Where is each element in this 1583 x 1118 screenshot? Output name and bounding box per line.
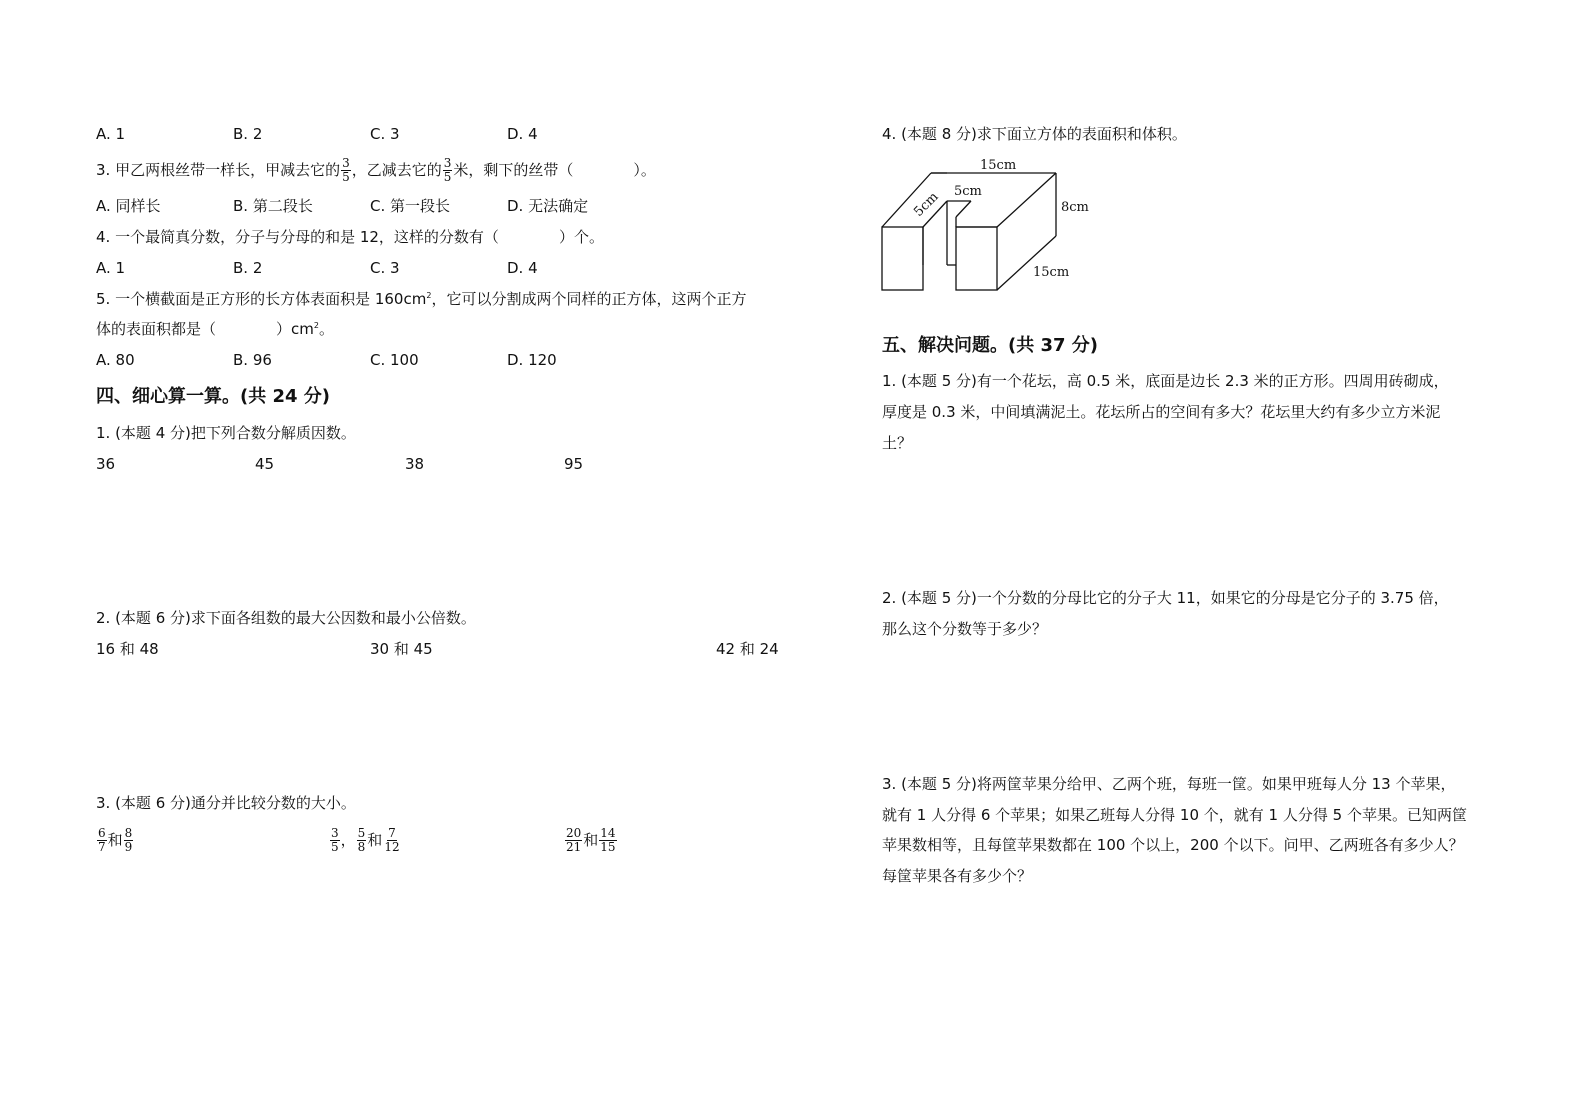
right-block-front <box>956 227 997 290</box>
option-c: C. 第一段长 <box>370 197 451 215</box>
and-text: 和 <box>583 831 599 849</box>
number-item: 38 <box>405 455 425 473</box>
fraction-numerator: 20 <box>566 826 582 840</box>
left-block-front <box>882 227 923 290</box>
option-b: B. 2 <box>233 259 263 277</box>
number-item: 36 <box>96 455 116 473</box>
r-question-4: 4. (本题 8 分)求下面立方体的表面积和体积。 <box>882 125 1187 143</box>
q5-text: ，它可以分割成两个同样的正方体，这两个正方 <box>431 290 747 308</box>
s5-q3-line: 就有 1 人分得 6 个苹果；如果乙班每人分得 10 个，就有 1 人分得 5 个苹果。已知两筐 <box>882 806 1467 824</box>
fraction <box>124 827 134 854</box>
s5-q2-line: 2. (本题 5 分)一个分数的分母比它的分子大 11，如果它的分母是它分子的 3.75 倍， <box>882 589 1449 607</box>
fraction <box>443 157 453 184</box>
q5-text: 5. 一个横截面是正方形的长方体表面积是 160cm <box>96 290 427 308</box>
question-3 <box>96 153 656 187</box>
q3-text-after: 米，剩下的丝带（ ）。 <box>453 161 656 179</box>
notch-diag <box>956 201 971 217</box>
fraction-denominator: 12 <box>384 840 400 854</box>
s5-q1-line: 土？ <box>882 434 913 452</box>
number-item: 95 <box>564 455 584 473</box>
option-a: A. 80 <box>96 351 135 369</box>
option-b: B. 第二段长 <box>233 197 313 215</box>
section-4-title: 四、细心算一算。(共 24 分) <box>96 386 331 407</box>
fraction <box>341 157 351 184</box>
right-top-edge <box>997 173 1056 227</box>
option-a: A. 1 <box>96 259 126 277</box>
fraction-numerator: 6 <box>98 826 106 840</box>
q3-text-before: 3. 甲乙两根丝带一样长，甲减去它的 <box>96 161 341 179</box>
fraction-numerator: 14 <box>600 826 616 840</box>
question-4: 4. 一个最简真分数，分子与分母的和是 12，这样的分数有（ ）个。 <box>96 228 604 246</box>
fraction <box>97 827 107 854</box>
right-bottom-edge <box>997 236 1056 290</box>
label-inner-width: 5cm <box>954 184 982 199</box>
s5-q3-line: 苹果数相等，且每筐苹果数都在 100 个以上，200 个以下。问甲、乙两班各有多少人？ <box>882 836 1464 854</box>
comma-text: ， <box>340 831 356 849</box>
question-5-line-2 <box>96 319 334 339</box>
q5-text: 体的表面积都是（ ）cm <box>96 320 314 338</box>
superscript: 2 <box>313 321 319 330</box>
label-depth: 15cm <box>1033 265 1070 280</box>
and-text: 和 <box>107 831 123 849</box>
fraction-group-2 <box>329 822 402 858</box>
fraction-denominator: 15 <box>600 840 616 854</box>
option-b: B. 96 <box>233 351 272 369</box>
u-shaped-solid-figure <box>875 155 1105 300</box>
fraction-numerator: 3 <box>342 156 350 170</box>
fraction <box>599 827 616 854</box>
option-c: C. 3 <box>370 259 400 277</box>
s5-q1-line: 1. (本题 5 分)有一个花坛，高 0.5 米，底面是边长 2.3 米的正方形。四周用砖砌成， <box>882 372 1449 390</box>
fraction <box>357 827 367 854</box>
option-d: D. 无法确定 <box>507 197 589 215</box>
superscript: 2 <box>426 291 432 300</box>
question-5-line-1 <box>96 289 746 309</box>
q5-text: 。 <box>318 320 334 338</box>
q3-text-mid: ，乙减去它的 <box>351 161 442 179</box>
section-5-title: 五、解决问题。(共 37 分) <box>882 335 1099 356</box>
s5-q1-line: 厚度是 0.3 米，中间填满泥土。花坛所占的空间有多大？花坛里大约有多少立方米泥 <box>882 403 1441 421</box>
fraction-numerator: 7 <box>388 826 396 840</box>
fraction <box>383 827 400 854</box>
fraction-denominator: 8 <box>357 840 366 854</box>
fraction-numerator: 3 <box>331 826 339 840</box>
number-pair: 16 和 48 <box>96 640 159 658</box>
s5-q2-line: 那么这个分数等于多少？ <box>882 620 1048 638</box>
option-d: D. 4 <box>507 259 538 277</box>
fraction-numerator: 5 <box>357 826 366 840</box>
fraction-denominator: 9 <box>124 840 133 854</box>
option-d: D. 120 <box>507 351 557 369</box>
option-c: C. 100 <box>370 351 419 369</box>
label-height: 8cm <box>1061 200 1089 215</box>
fraction-denominator: 5 <box>342 170 350 184</box>
fraction-numerator: 3 <box>443 156 452 170</box>
option-c: C. 3 <box>370 125 400 143</box>
option-a: A. 同样长 <box>96 197 161 215</box>
fraction-denominator: 5 <box>443 170 452 184</box>
s4-question-2: 2. (本题 6 分)求下面各组数的最大公因数和最小公倍数。 <box>96 609 476 627</box>
fraction-group-1 <box>96 822 134 858</box>
number-pair: 30 和 45 <box>370 640 433 658</box>
s4-question-3: 3. (本题 6 分)通分并比较分数的大小。 <box>96 794 356 812</box>
s5-q3-line: 3. (本题 5 分)将两筐苹果分给甲、乙两个班，每班一筐。如果甲班每人分 13 个苹果， <box>882 775 1456 793</box>
and-text: 和 <box>367 831 383 849</box>
fraction <box>565 827 582 854</box>
s5-q3-line: 每筐苹果各有多少个？ <box>882 867 1033 885</box>
fraction-numerator: 8 <box>124 826 133 840</box>
option-b: B. 2 <box>233 125 263 143</box>
label-side-width: 5cm <box>911 189 942 220</box>
fraction <box>330 827 340 854</box>
label-top-length: 15cm <box>980 158 1017 173</box>
option-d: D. 4 <box>507 125 538 143</box>
s4-question-1: 1. (本题 4 分)把下列合数分解质因数。 <box>96 424 356 442</box>
fraction-denominator: 5 <box>331 840 339 854</box>
fraction-denominator: 7 <box>98 840 106 854</box>
fraction-group-3 <box>564 822 618 858</box>
number-item: 45 <box>255 455 275 473</box>
option-a: A. 1 <box>96 125 126 143</box>
number-pair: 42 和 24 <box>716 640 779 658</box>
fraction-denominator: 21 <box>566 840 582 854</box>
